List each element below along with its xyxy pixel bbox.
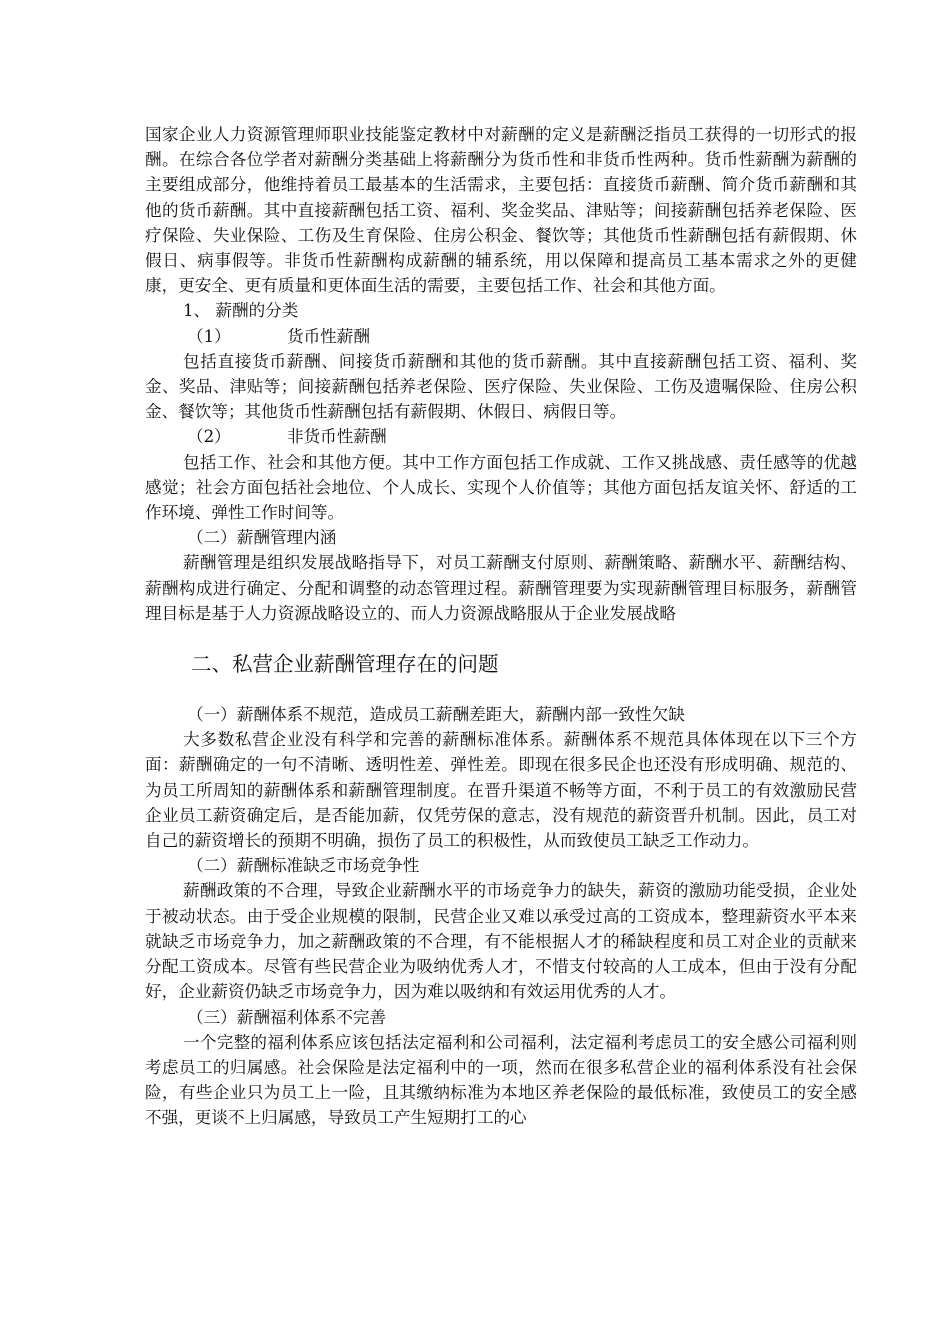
problem-2-text: 薪酬政策的不合理，导致企业薪酬水平的市场竞争力的缺失，薪资的激励功能受损，企业处于被动状态。由于受企业规模的限制，民营企业又难以承受过高的工资成本，整理薪资水平本来就缺乏市场竞争力，加之薪酬政策的不合理，有不能根据人才的稀缺程度和员工对企业的贡献来分配工资成本。尽管有些民营企业为吸纳优秀人才，不惜支付较高的人工成本，但由于没有分配好，企业薪资仍缺乏市场竞争力，因为难以吸纳和有效运用优秀的人才。: [145, 881, 857, 1002]
subitem-2-title: 非货币性薪酬: [287, 427, 387, 447]
subitem-1-heading: [145, 324, 857, 349]
subitem-1-text: 包括直接货币薪酬、间接货币薪酬和其他的货币薪酬。其中直接薪酬包括工资、福利、奖金、奖品、津贴等；间接薪酬包括养老保险、医疗保险、失业保险、工伤及遗嘱保险、住房公积金、餐饮等；其他货币性薪酬包括有薪假期、休假日、病假日等。: [145, 351, 857, 422]
subitem-2-text: 包括工作、社会和其他方便。其中工作方面包括工作成就、工作又挑战感、责任感等的优越感觉；社会方面包括社会地位、个人成长、实现个人价值等；其他方面包括友谊关怀、舒适的工作环境、弹性工作时间等。: [145, 452, 857, 523]
subitem-1-number: （1）: [187, 326, 231, 346]
item-1-heading: 1、 薪酬的分类: [183, 301, 299, 321]
subitem-2-heading: [145, 424, 857, 449]
problem-1-heading: （一）薪酬体系不规范，造成员工薪酬差距大，薪酬内部一致性欠缺: [187, 705, 685, 725]
document-page: [145, 122, 857, 1131]
problem-2-heading: （二）薪酬标准缺乏市场竞争性: [187, 856, 420, 876]
problem-3-heading: （三）薪酬福利体系不完善: [187, 1007, 387, 1027]
chapter-2-heading: 二、私营企业薪酬管理存在的问题: [191, 652, 499, 677]
section-b-heading: （二）薪酬管理内涵: [187, 528, 337, 548]
intro-paragraph: 国家企业人力资源管理师职业技能鉴定教材中对薪酬的定义是薪酬泛指员工获得的一切形式的报酬。在综合各位学者对薪酬分类基础上将薪酬分为货币性和非货币性两种。货币性薪酬为薪酬的主要组成部分，他维持着员工最基本的生活需求，主要包括：直接货币薪酬、简介货币薪酬和其他的货币薪酬。其中直接薪酬包括工资、福利、奖金奖品、津贴等；间接薪酬包括养老保险、医疗保险、失业保险、工伤及生育保险、住房公积金、餐饮等；其他货币性薪酬包括有薪假期、休假日、病事假等。非货币性薪酬构成薪酬的辅系统，用以保障和提高员工基本需求之外的更健康，更安全、更有质量和更体面生活的需要，主要包括工作、社会和其他方面。: [145, 125, 857, 296]
section-b-text: 薪酬管理是组织发展战略指导下，对员工薪酬支付原则、薪酬策略、薪酬水平、薪酬结构、薪酬构成进行确定、分配和调整的动态管理过程。薪酬管理要为实现薪酬管理目标服务，薪酬管理目标是基于人力资源战略设立的、而人力资源战略服从于企业发展战略: [145, 553, 857, 623]
problem-3-text: 一个完整的福利体系应该包括法定福利和公司福利，法定福利考虑员工的安全感公司福利则考虑员工的归属感。社会保险是法定福利中的一项，然而在很多私营企业的福利体系没有社会保险，有些企业只为员工上一险，且其缴纳标准为本地区养老保险的最低标准，致使员工的安全感不强，更谈不上归属感，导致员工产生短期打工的心: [145, 1032, 857, 1128]
problem-1-text: 大多数私营企业没有科学和完善的薪酬标准体系。薪酬体系不规范具体体现在以下三个方面：薪酬确定的一句不清晰、透明性差、弹性差。即现在很多民企也还没有形成明确、规范的、为员工所周知的薪酬体系和薪酬管理制度。在晋升渠道不畅等方面，不利于员工的有效激励民营企业员工薪资确定后，是否能加薪，仅凭劳保的意志，没有规范的薪资晋升机制。因此，员工对自己的薪资增长的预期不明确，损伤了员工的积极性，从而致使员工缺乏工作动力。: [145, 730, 857, 851]
subitem-1-title: 货币性薪酬: [287, 326, 370, 346]
subitem-2-number: （2）: [187, 427, 231, 447]
